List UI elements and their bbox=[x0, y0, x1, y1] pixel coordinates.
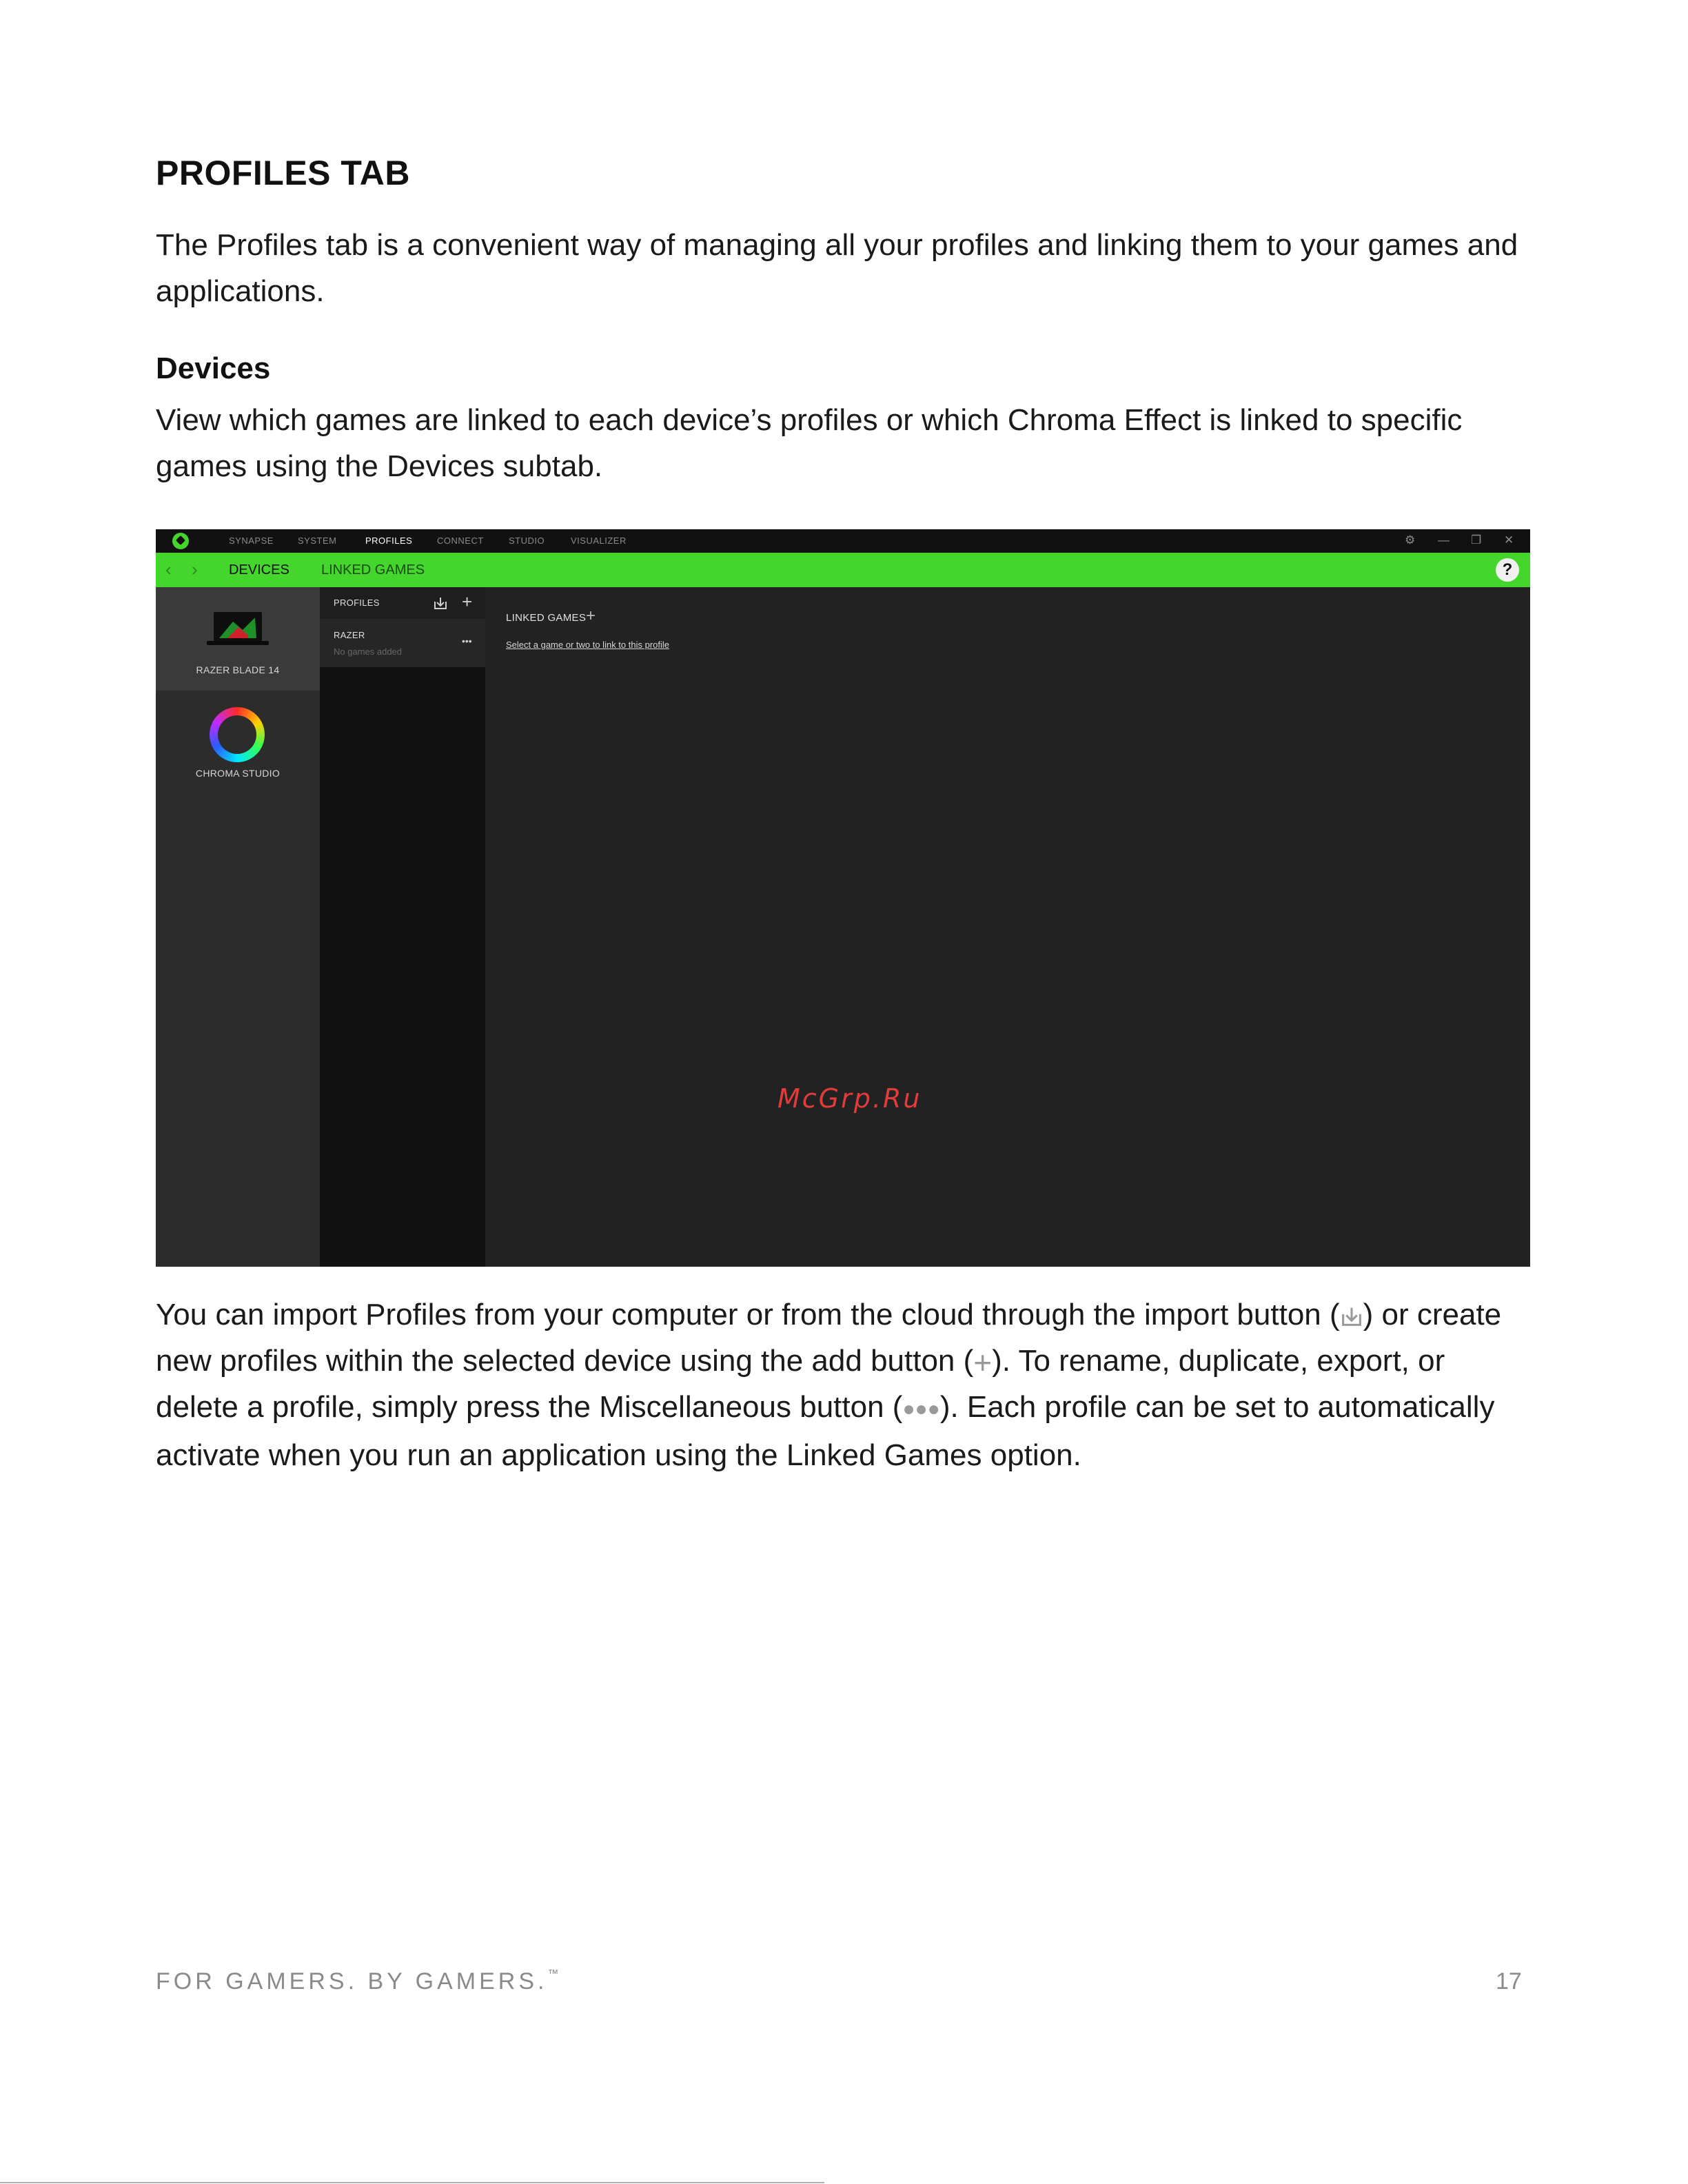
devices-paragraph: View which games are linked to each device’s profiles or which Chroma Effect is linked to specific games using the Devices subtab. bbox=[156, 403, 1463, 483]
body-text: ) or create new profiles within the selected device using the add button ( bbox=[156, 1298, 1502, 1378]
trademark-symbol: ™ bbox=[547, 1968, 559, 1980]
nav-synapse[interactable]: SYNAPSE bbox=[229, 535, 274, 546]
profile-item[interactable] bbox=[320, 619, 485, 667]
devices-subheading: Devices bbox=[156, 351, 271, 385]
nav-system[interactable]: SYSTEM bbox=[298, 535, 337, 546]
more-options-icon[interactable]: ••• bbox=[462, 635, 472, 646]
page-number: 17 bbox=[1496, 1968, 1522, 1994]
profiles-title: PROFILES bbox=[334, 598, 380, 608]
device-label: RAZER BLADE 14 bbox=[196, 664, 280, 675]
import-icon bbox=[1340, 1305, 1363, 1328]
profiles-header bbox=[320, 587, 485, 619]
body-text: ). To rename, duplicate, export, or delete a profile, simply press the Miscellaneous button ( bbox=[156, 1344, 1445, 1424]
body-paragraph bbox=[156, 1292, 1527, 1478]
linked-games-panel bbox=[485, 587, 1530, 1267]
bottom-divider bbox=[0, 2182, 824, 2183]
tagline-text: FOR GAMERS. BY GAMERS. bbox=[156, 1968, 548, 1994]
top-nav-bar bbox=[156, 529, 1530, 553]
device-label: CHROMA STUDIO bbox=[195, 768, 281, 779]
help-icon[interactable]: ? bbox=[1496, 558, 1519, 582]
profile-name: RAZER bbox=[334, 630, 365, 640]
back-arrow-icon[interactable]: ‹ bbox=[165, 559, 172, 580]
chroma-ring-icon[interactable] bbox=[210, 707, 265, 762]
nav-profiles[interactable]: PROFILES bbox=[365, 535, 413, 546]
nav-connect[interactable]: CONNECT bbox=[437, 535, 484, 546]
minimize-icon[interactable]: — bbox=[1438, 533, 1450, 547]
watermark: McGrp.Ru bbox=[777, 1083, 922, 1114]
add-icon[interactable]: + bbox=[462, 591, 473, 612]
tab-linked-games[interactable]: LINKED GAMES bbox=[321, 562, 425, 578]
nav-studio[interactable]: STUDIO bbox=[509, 535, 545, 546]
synapse-screenshot bbox=[156, 529, 1530, 1267]
profiles-panel bbox=[320, 587, 485, 1267]
laptop-icon bbox=[207, 612, 269, 648]
intro-paragraph: The Profiles tab is a convenient way of managing all your profiles and linking them to your games and applications. bbox=[156, 228, 1518, 308]
razer-logo-icon[interactable] bbox=[172, 533, 189, 549]
linked-games-title: LINKED GAMES bbox=[506, 612, 587, 624]
close-icon[interactable]: ✕ bbox=[1504, 533, 1514, 547]
nav-visualizer[interactable]: VISUALIZER bbox=[571, 535, 627, 546]
tab-devices[interactable]: DEVICES bbox=[229, 562, 289, 578]
add-icon: + bbox=[973, 1345, 993, 1381]
body-text: ). Each profile can be set to automatically activate when you run an application using the Linked Games option. bbox=[156, 1390, 1495, 1472]
page-heading: PROFILES TAB bbox=[156, 154, 410, 192]
settings-gear-icon[interactable]: ⚙ bbox=[1405, 533, 1416, 547]
body-text: You can import Profiles from your computer or from the cloud through the import button ( bbox=[156, 1298, 1340, 1331]
device-item-razer-blade[interactable] bbox=[156, 587, 320, 691]
profile-status: No games added bbox=[334, 646, 403, 657]
footer-tagline bbox=[156, 1968, 558, 1995]
add-linked-game-icon[interactable]: + bbox=[586, 606, 596, 625]
select-game-link[interactable]: Select a game or two to link to this profile bbox=[506, 640, 670, 650]
maximize-icon[interactable]: ❐ bbox=[1471, 533, 1482, 547]
device-list bbox=[156, 587, 320, 1267]
import-icon[interactable] bbox=[433, 595, 448, 611]
more-options-icon: ●●● bbox=[902, 1397, 940, 1420]
forward-arrow-icon[interactable]: › bbox=[192, 559, 198, 580]
